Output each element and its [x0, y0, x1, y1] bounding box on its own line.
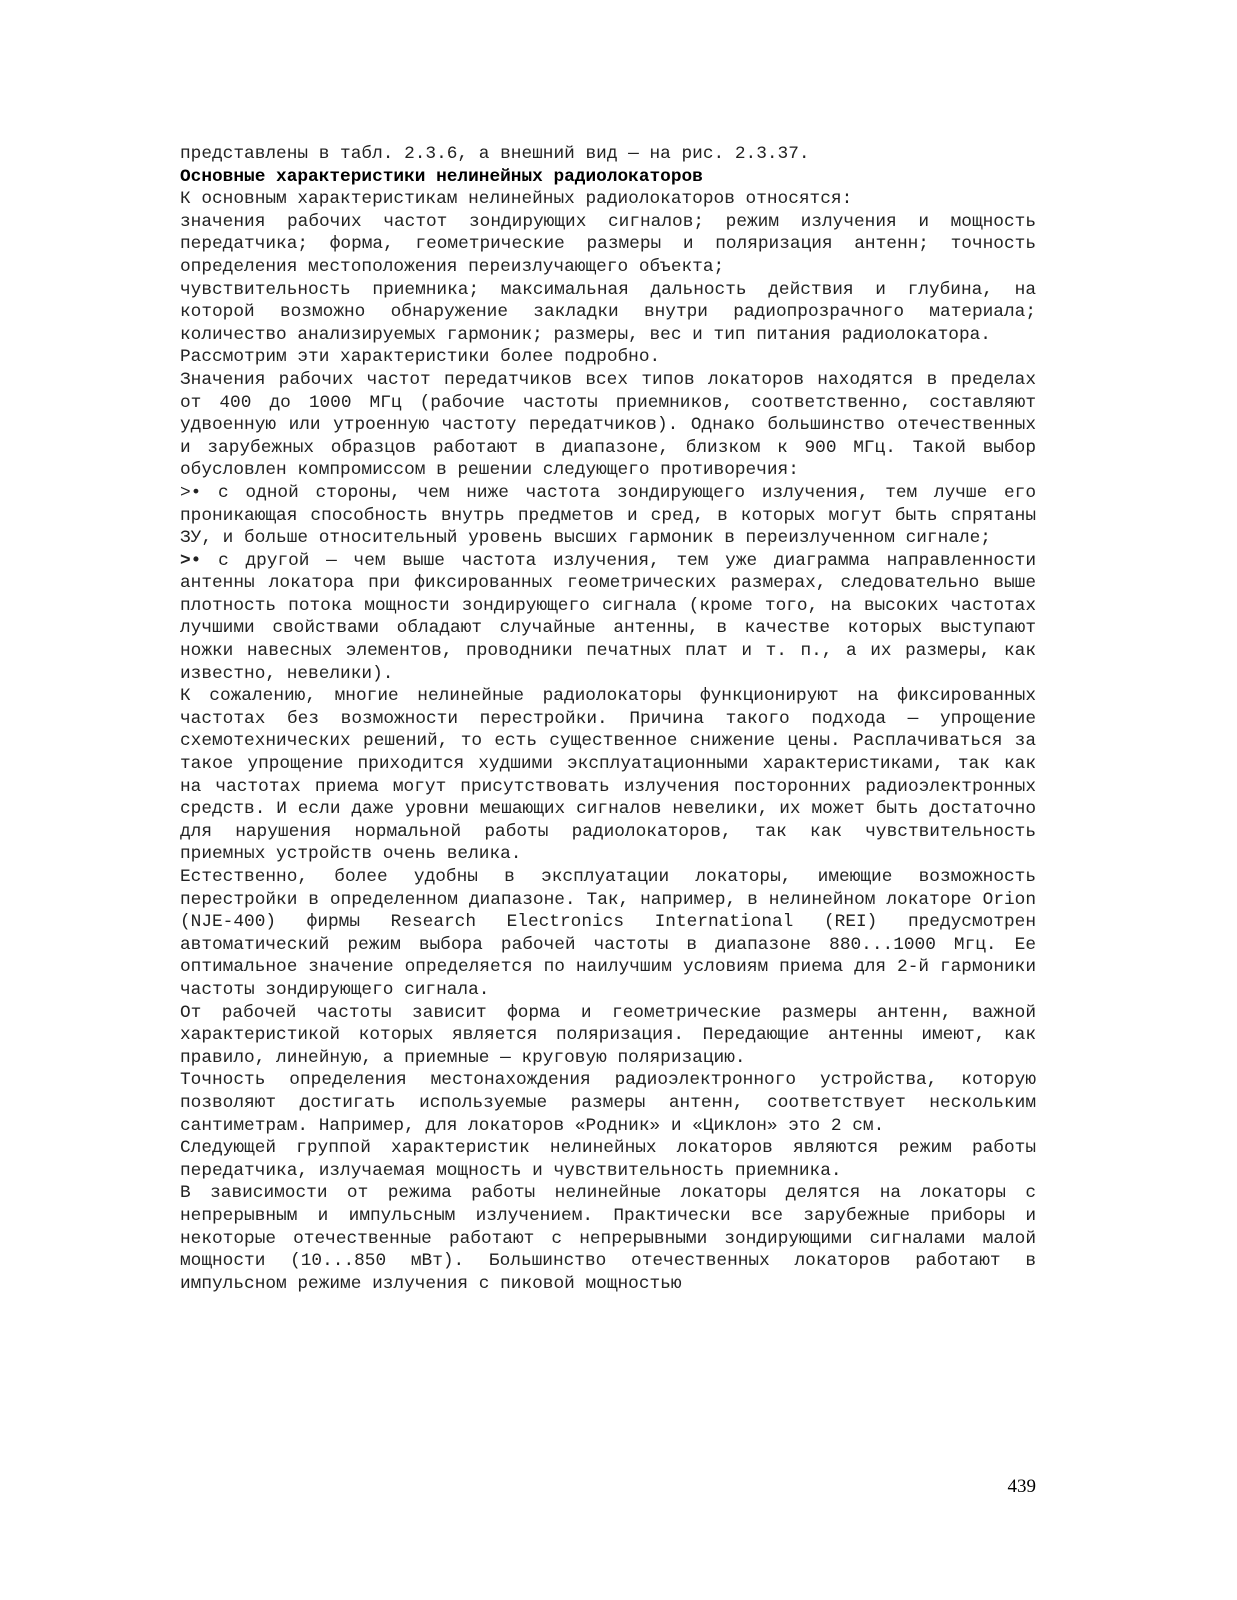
consider-paragraph: Рассмотрим эти характеристики более подробно. [180, 347, 661, 368]
intro-line: представлены в табл. 2.3.6, а внешний вид — на рис. 2.3.37. [180, 144, 810, 164]
characteristics-paragraph-2: чувствительность приемника; максимальная дальность действия и глубина, на которой возможно обнаружение закладки внутри радиопрозрачного материала; количество анализируемых гармоник; размеры, вес и тип питания радиолокатора. [180, 279, 1036, 345]
section-heading: Основные характеристики нелинейных радиолокаторов [180, 166, 703, 187]
antenna-paragraph: От рабочей частоты зависит форма и геометрические размеры антенн, важной характеристикой которых является поляризация. Передающие антенны имеют, как правило, линейную, а приемные — круговую поляризацию. [180, 1002, 1036, 1068]
page-number: 439 [1007, 1476, 1036, 1497]
body-text [180, 143, 1036, 1295]
bullet-item-2 [180, 550, 1036, 686]
operating-mode-paragraph: В зависимости от режима работы нелинейные локаторы делятся на локаторы с непрерывным и импульсным излучением. Практически все зарубежные приборы и некоторые отечественные работают с непрерывными зондирующими сигналами малой мощности (10...850 мВт). Большинство отечественных локаторов работают в импульсном режиме излучения с пиковой мощностью [180, 1183, 1036, 1294]
bullet-item-1: >• с одной стороны, чем ниже частота зондирующего излучения, тем лучше его проникающая способность внутрь предметов и сред, в которых могут быть спрятаны ЗУ, и больше относительный уровень высших гармоник в переизлученном сигнале; [180, 482, 1036, 549]
bullet-marker: >• [180, 550, 202, 571]
accuracy-paragraph: Точность определения местонахождения радиоэлектронного устройства, которую позволяют достигать используемые размеры антенн, соответствует нескольким сантиметрам. Например, для локаторов «Родник» и «Циклон» это 2 см. [180, 1070, 1036, 1136]
frequencies-paragraph: Значения рабочих частот передатчиков всех типов локаторов находятся в пределах от 400 до 1000 МГц (рабочие частоты приемников, соответственно, составляют удвоенную или утроенную частоту передатчиков). Однако большинство отечественных и зарубежных образцов работают в диапазоне, близком к 900 МГц. Такой выбор обусловлен компромиссом в решении следующего противоречия: [180, 369, 1036, 481]
fixed-frequency-paragraph: К сожалению, многие нелинейные радиолокаторы функционируют на фиксированных частотах без возможности перестройки. Причина такого подхода — упрощение схемотехнических решений, то есть существенное снижение цены. Расплачиваться за такое упрощение приходится худшими эксплуатационными характеристиками, так как на частотах приема могут присутствовать излучения посторонних радиоэлектронных средств. И если даже уровни мешающих сигналов невелики, их может быть достаточно для нарушения нормальной работы радиолокаторов, так как чувствительность приемных устройств очень велика. [180, 686, 1036, 865]
characteristics-paragraph-1: значения рабочих частот зондирующих сигналов; режим излучения и мощность передатчика; форма, геометрические размеры и поляризация антенн; точность определения местоположения переизлучающего объекта; [180, 211, 1036, 277]
transmitter-group-paragraph: Следующей группой характеристик нелинейных локаторов являются режим работы передатчика, излучаемая мощность и чувствительность приемника. [180, 1138, 1036, 1181]
bullet-item-2-text: с другой — чем выше частота излучения, тем уже диаграмма направленности антенны локатора при фиксированных геометрических размерах, следовательно выше плотность потока мощности зондирующего сигнала (кроме того, на высоких частотах лучшими свойствами обладают случайные антенны, в качестве которых выступают ножки навесных элементов, проводники печатных плат и т. п., а их размеры, как известно, невелики). [180, 550, 1037, 684]
tunable-locators-paragraph: Естественно, более удобны в эксплуатации локаторы, имеющие возможность перестройки в определенном диапазоне. Так, например, в нелинейном локаторе Orion (NJE-400) фирмы Research Electronics International (REI) предусмотрен автоматический режим выбора рабочей частоты в диапазоне 880...1000 Мгц. Ее оптимальное значение определяется по наилучшим условиям приема для 2-й гармоники частоты зондирующего сигнала. [180, 867, 1036, 1000]
list-intro-paragraph: К основным характеристикам нелинейных радиолокаторов относятся: [180, 189, 853, 210]
